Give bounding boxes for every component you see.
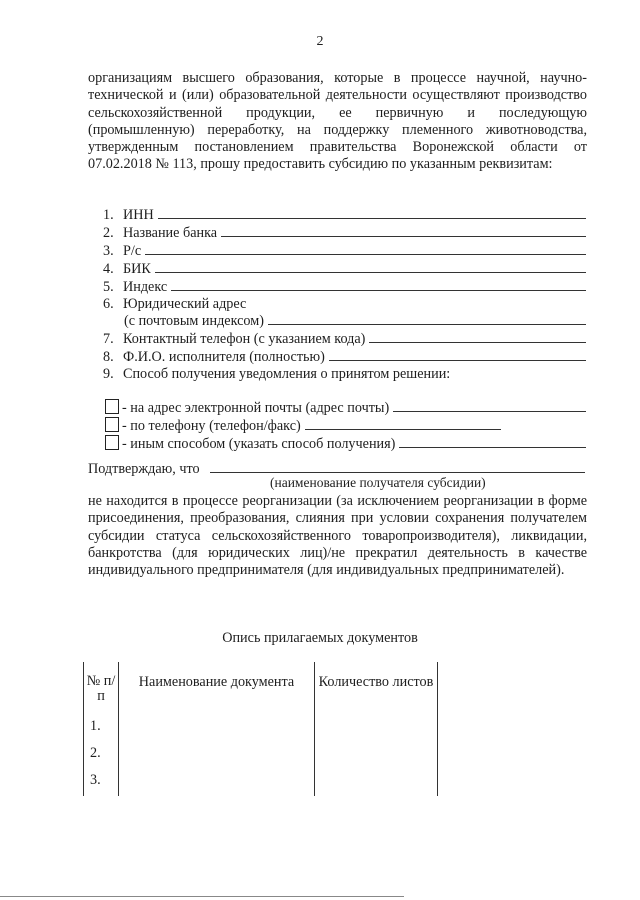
field-number: 3. [103,243,114,259]
field-number: 6. [103,296,114,312]
bank-name-input-line[interactable] [221,223,586,237]
field-number: 7. [103,331,114,347]
row-number: 1. [84,710,119,737]
field-label: Р/с [123,243,142,259]
field-bik [103,259,586,277]
sheet-count-cell[interactable] [315,764,438,796]
index-input-line[interactable] [171,277,586,291]
field-phone [103,329,586,347]
field-number: 1. [103,207,114,223]
option-label: - иным способом (указать способ получения) [122,436,396,452]
executor-input-line[interactable] [329,347,586,361]
bottom-divider [0,896,404,897]
table-row [84,737,438,764]
document-name-cell[interactable] [119,710,315,737]
field-number: 9. [103,366,114,382]
field-legal-address-sub [124,311,586,329]
confirm-paragraph: не находится в процессе реорганизации (за исключением реорганизации в форме присоединения, преобразования, слияния при условии сохранения получателем субсидии статуса сельскохозяйственного товаропроизводителя), ликвидации, банкротства (для юридических лиц)/не прекратил деятельность в качестве индивидуального предпринимателя (для индивидуальных предпринимателей). [88,493,587,579]
other-method-checkbox[interactable] [105,435,119,450]
field-account [103,241,586,259]
field-number: 4. [103,261,114,277]
option-email [105,397,586,415]
option-other [105,433,586,451]
recipient-hint: (наименование получателя субсидии) [270,475,486,490]
col-header-count: Количество листов [315,662,438,710]
document-name-cell[interactable] [119,764,315,796]
field-number: 2. [103,225,114,241]
bik-input-line[interactable] [155,259,586,273]
document-name-cell[interactable] [119,737,315,764]
phone-input-line[interactable] [369,329,586,343]
field-notification-method [103,365,586,383]
other-method-input-line[interactable] [399,434,586,448]
row-number: 2. [84,737,119,764]
field-label: Индекс [123,279,168,295]
option-phone [105,415,501,433]
intro-paragraph: организациям высшего образования, которые в процессе научной, научно-технической и (или) образовательной деятельности осуществляют производство сельскохозяйственной продукции, ее первичную и последующую (промышленную) переработку, на поддержку племенного животноводства, утвержденным постановлением правительства Воронежской области от 07.02.2018 № 113, прошу предоставить субсидию по указанным реквизитам: [88,70,587,173]
field-label: Контактный телефон (с указанием кода) [123,331,366,347]
email-checkbox[interactable] [105,399,119,414]
email-input-line[interactable] [393,398,586,412]
inn-input-line[interactable] [158,205,586,219]
option-label: - на адрес электронной почты (адрес почты) [122,400,390,416]
confirm-label: Подтверждаю, что [88,461,200,477]
col-header-name: Наименование документа [119,662,315,710]
field-number: 5. [103,279,114,295]
field-index [103,277,586,295]
field-label: Название банка [123,225,218,241]
field-number: 8. [103,349,114,365]
field-bank-name [103,223,586,241]
address-sublabel: (с почтовым индексом) [124,313,264,329]
phone-checkbox[interactable] [105,417,119,432]
row-number: 3. [84,764,119,796]
option-label: - по телефону (телефон/факс) [122,418,301,434]
sheet-count-cell[interactable] [315,737,438,764]
field-executor [103,347,586,365]
field-label: ИНН [123,207,154,223]
recipient-input-line[interactable] [210,459,585,473]
attachments-table [83,662,438,796]
field-label: Юридический адрес [123,296,247,312]
table-row [84,710,438,737]
phone-fax-input-line[interactable] [305,416,501,430]
attachments-heading: Опись прилагаемых документов [222,630,418,646]
page-number: 2 [316,34,324,49]
field-label: Способ получения уведомления о принятом решении: [123,366,451,382]
table-header-row [84,662,438,710]
field-label: БИК [123,261,151,277]
account-input-line[interactable] [145,241,586,255]
table-row [84,764,438,796]
sheet-count-cell[interactable] [315,710,438,737]
field-label: Ф.И.О. исполнителя (полностью) [123,349,325,365]
col-header-number: № п/п [84,662,119,710]
field-inn [103,205,586,223]
legal-address-input-line[interactable] [268,311,586,325]
